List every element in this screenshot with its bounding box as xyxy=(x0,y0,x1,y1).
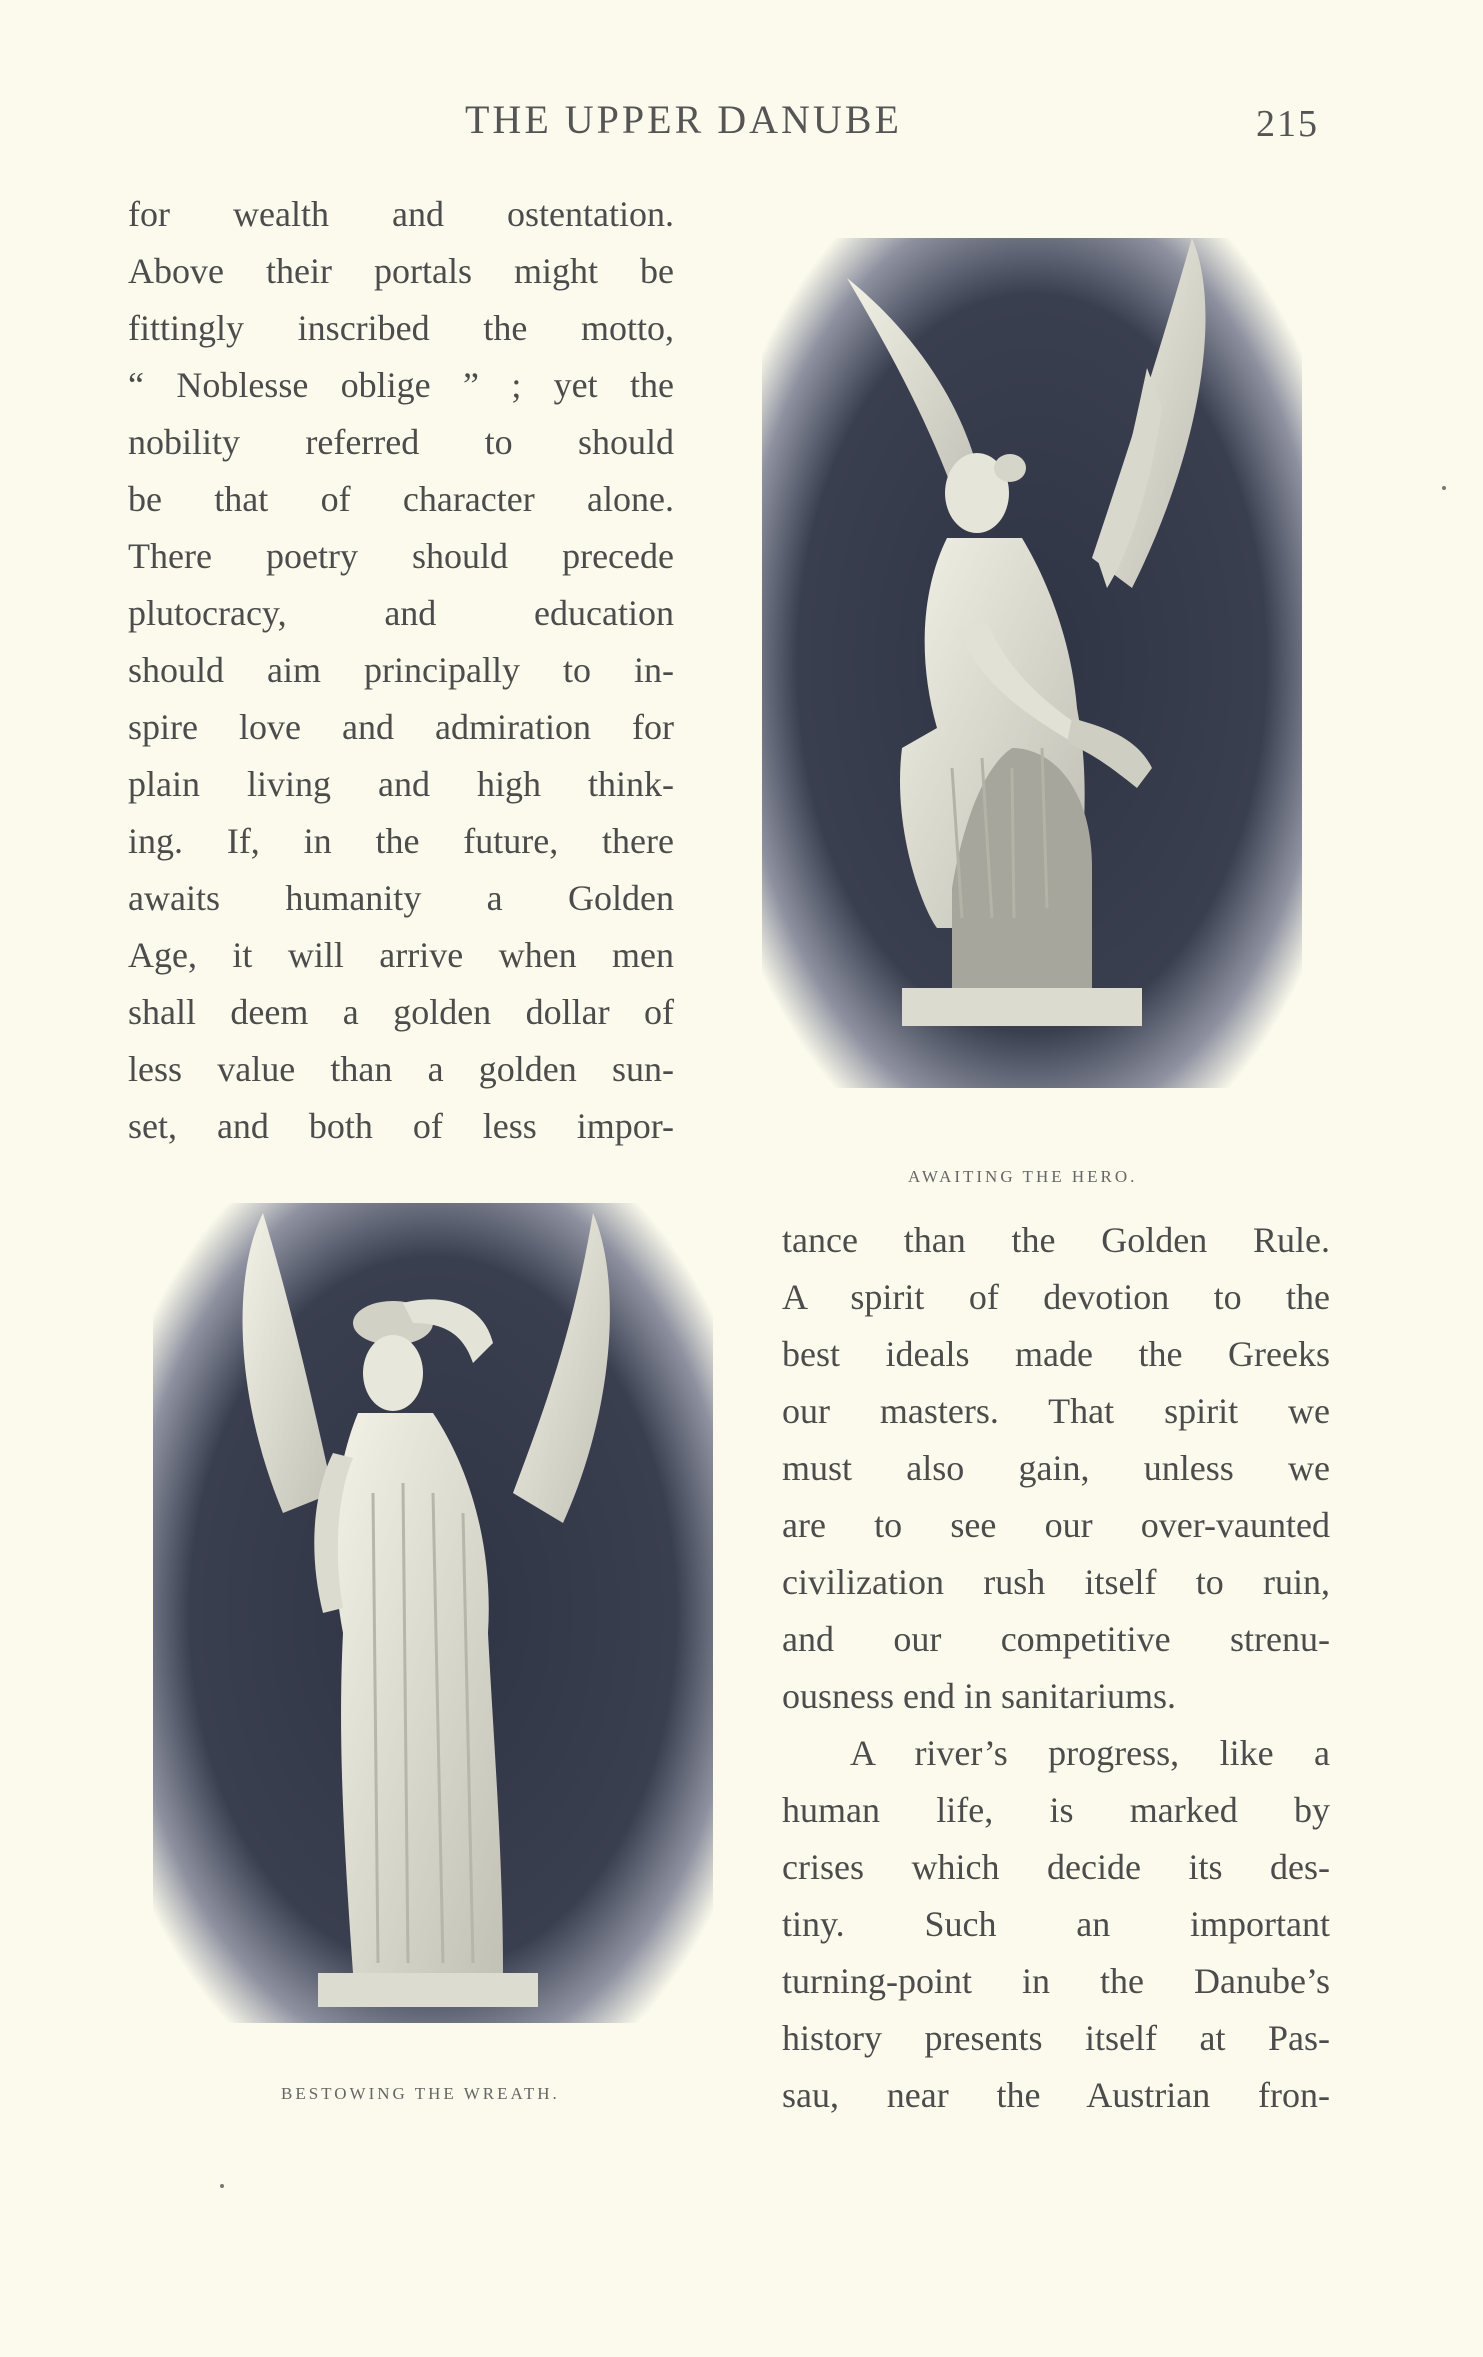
paper-speck xyxy=(220,2184,224,2188)
text-line: should aim principally to in- xyxy=(128,650,674,690)
plate-bestowing-the-wreath xyxy=(143,1193,723,2033)
text-line: Above their portals might be xyxy=(128,251,674,291)
text-line: are to see our over-vaunted xyxy=(782,1505,1330,1545)
plate-awaiting-the-hero xyxy=(752,228,1312,1098)
paper-speck xyxy=(1442,486,1446,490)
text-line: plain living and high think- xyxy=(128,764,674,804)
text-line: our masters. That spirit we xyxy=(782,1391,1330,1431)
text-line: There poetry should precede xyxy=(128,536,674,576)
running-head xyxy=(0,96,1483,146)
text-line: less value than a golden sun- xyxy=(128,1049,674,1089)
text-line: Age, it will arrive when men xyxy=(128,935,674,975)
text-line: awaits humanity a Golden xyxy=(128,878,674,918)
text-line: must also gain, unless we xyxy=(782,1448,1330,1488)
figure-caption-wreath: BESTOWING THE WREATH. xyxy=(281,2084,560,2103)
text-line: turning-point in the Danube’s xyxy=(782,1961,1330,2001)
running-title: THE UPPER DANUBE xyxy=(465,97,902,142)
text-line: crises which decide its des- xyxy=(782,1847,1330,1887)
text-line: plutocracy, and education xyxy=(128,593,674,633)
text-line: nobility referred to should xyxy=(128,422,674,462)
statue-standing-winged-figure-illustration xyxy=(143,1193,723,2033)
text-line: ousness end in sanitariums. xyxy=(782,1676,1176,1716)
text-line: best ideals made the Greeks xyxy=(782,1334,1330,1374)
text-line: “ Noblesse oblige ” ; yet the xyxy=(128,365,674,405)
text-line: A spirit of devotion to the xyxy=(782,1277,1330,1317)
text-line: ing. If, in the future, there xyxy=(128,821,674,861)
statue-seated-winged-figure-illustration xyxy=(752,228,1312,1098)
text-line: A river’s progress, like a xyxy=(850,1733,1330,1773)
text-line: history presents itself at Pas- xyxy=(782,2018,1330,2058)
text-line: civilization rush itself to ruin, xyxy=(782,1562,1330,1602)
text-line: spire love and admiration for xyxy=(128,707,674,747)
text-line: tance than the Golden Rule. xyxy=(782,1220,1330,1260)
page-number: 215 xyxy=(1256,103,1319,145)
text-line: sau, near the Austrian fron- xyxy=(782,2075,1330,2115)
text-line: for wealth and ostentation. xyxy=(128,194,674,234)
text-line: set, and both of less impor- xyxy=(128,1106,674,1146)
text-column-bottom-right xyxy=(782,1212,1330,2124)
text-line: fittingly inscribed the motto, xyxy=(128,308,674,348)
text-line: be that of character alone. xyxy=(128,479,674,519)
text-line: and our competitive strenu- xyxy=(782,1619,1330,1659)
text-line: shall deem a golden dollar of xyxy=(128,992,674,1032)
figure-caption-hero: AWAITING THE HERO. xyxy=(908,1167,1138,1186)
text-line: human life, is marked by xyxy=(782,1790,1330,1830)
text-line: tiny. Such an important xyxy=(782,1904,1330,1944)
text-column-top-left xyxy=(128,186,674,1155)
